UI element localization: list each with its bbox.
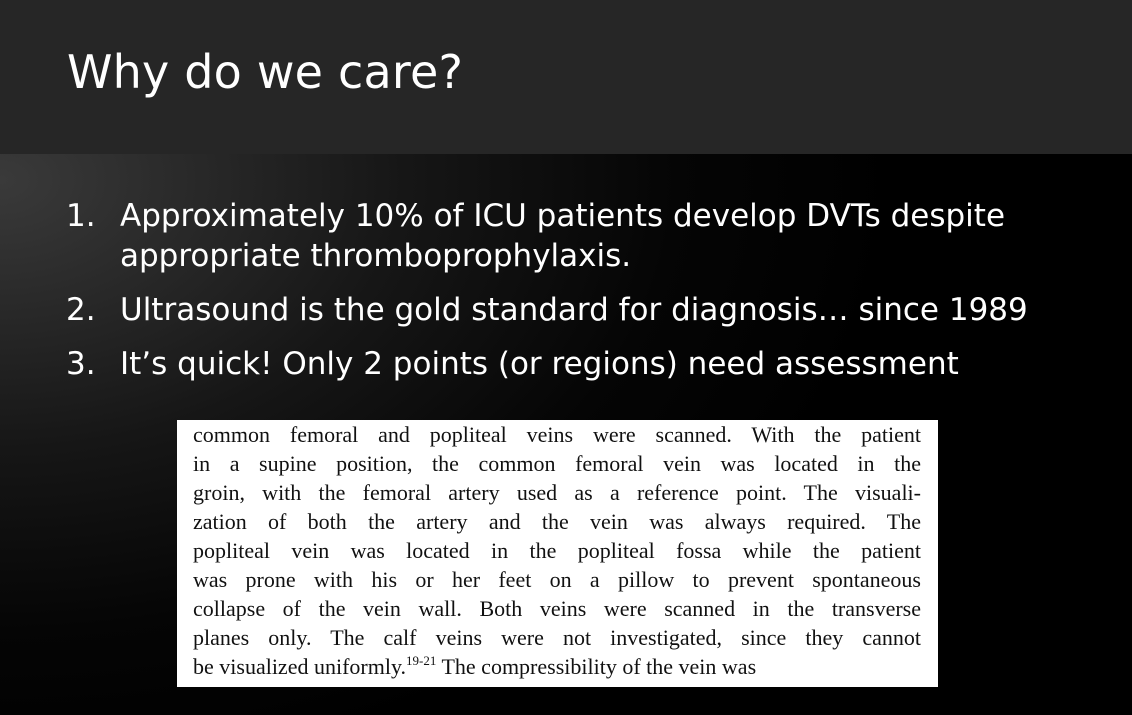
title-bar: [0, 0, 1132, 154]
list-item: [66, 196, 1086, 276]
excerpt-line: popliteal vein was located in the popliteal fossa while the patient: [193, 538, 921, 563]
list-text: Ultrasound is the gold standard for diagnosis… since 1989: [120, 292, 1028, 328]
excerpt-line: collapse of the vein wall. Both veins were scanned in the transverse: [193, 596, 921, 621]
citation-ref: 19-21: [406, 653, 437, 668]
list-number: 3.: [66, 346, 96, 382]
excerpt-line: common femoral and popliteal veins were scanned. With the patient: [193, 422, 921, 447]
list-item: [66, 290, 1086, 330]
excerpt-text: be visualized uniformly.: [193, 654, 407, 679]
excerpt-line: groin, with the femoral artery used as a reference point. The visuali-: [193, 480, 921, 505]
excerpt-line: zation of both the artery and the vein was always required. The: [193, 509, 921, 534]
excerpt-line: planes only. The calf veins were not investigated, since they cannot: [193, 625, 921, 650]
list-number: 1.: [66, 198, 96, 234]
excerpt-line: [193, 652, 921, 681]
excerpt-text: The compressibility of the vein was: [436, 654, 757, 679]
excerpt-line: in a supine position, the common femoral vein was located in the: [193, 451, 921, 476]
list-text: It’s quick! Only 2 points (or regions) need assessment: [120, 346, 959, 382]
paper-excerpt-image: [177, 420, 938, 687]
bullet-list: [66, 196, 1086, 398]
list-number: 2.: [66, 292, 96, 328]
excerpt-line: was prone with his or her feet on a pillow to prevent spontaneous: [193, 567, 921, 592]
list-item: [66, 344, 1086, 384]
slide-title: Why do we care?: [67, 45, 464, 99]
list-text: Approximately 10% of ICU patients develop DVTs despite appropriate thromboprophylaxis.: [120, 198, 1006, 274]
